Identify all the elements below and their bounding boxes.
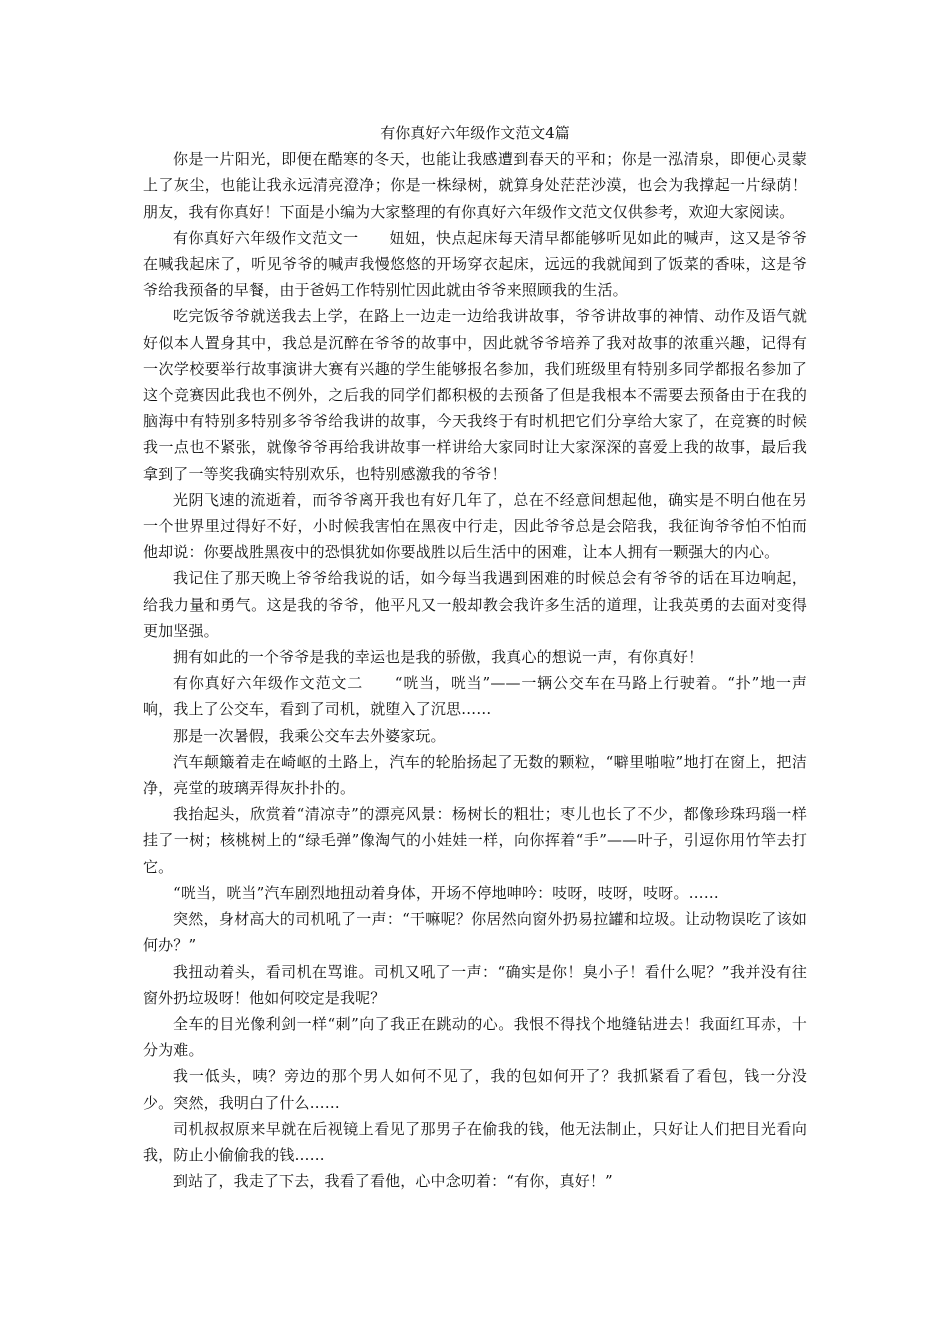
paragraph-bus-sound: “咣当，咣当”汽车剧烈地扭动着身体，开场不停地呻吟：吱呀，吱呀，吱呀。……: [173, 883, 719, 902]
paragraph-realization: 我一低头，咦？旁边的那个男人如何不见了，我的包如何开了？我抓紧看了看包，钱一分没少。突然，我明白了什么……: [143, 1067, 807, 1112]
paragraph-driver-reason: 司机叔叔原来早就在后视镜上看见了那男子在偷我的钱，他无法制止，只好让人们把目光看向我，防止小偷偷我的钱……: [143, 1119, 807, 1164]
paragraph-story-contest: 吃完饭爷爷就送我去上学，在路上一边走一边给我讲故事，爷爷讲故事的神情、动作及语气就好似本人置身其中，我总是沉醉在爷爷的故事中，因此就爷爷培养了我对故事的浓重兴趣，记得有一次学校要举行故事演讲大赛有兴趣的学生能够报名参加，我们班级里有特别多同学都报名参加了这个竞赛因此我也不例外，之后我的同学们都积极的去预备了但是我根本不需要去预备由于在我的脑海中有特别多特别多爷爷给我讲的故事，今天我终于有时机把它们分享给大家了，在竞赛的时候我一点也不紧张，就像爷爷再给我讲故事一样讲给大家同时让大家深深的喜爱上我的故事，最后我拿到了一等奖我确实特别欢乐，也特别感激我的爷爷！: [143, 307, 807, 483]
paragraph-essay-two-opening: 有你真好六年级作文范文二 “咣当，咣当”——一辆公交车在马路上行驶着。“扑”地一声响，我上了公交车，看到了司机，就堕入了沉思……: [143, 674, 807, 719]
document-title: 有你真好六年级作文范文4篇: [380, 124, 570, 142]
paragraph-scenery: 我抬起头，欣赏着“清凉寺”的漂亮风景：杨树长的粗壮；枣儿也长了不少，都像珍珠玛瑙一样挂了一树；核桃树上的“绿毛弹”像淘气的小娃娃一样，向你挥着“手”——叶子，引逗你用竹竿去打它。: [143, 805, 807, 876]
paragraph-essay-two-closing: 到站了，我走了下去，我看了看他，心中念叨着：“有你，真好！”: [173, 1172, 613, 1191]
paragraph-summer-trip: 那是一次暑假，我乘公交车去外婆家玩。: [173, 726, 446, 745]
paragraph-essay-one-opening: 有你真好六年级作文范文一 妞妞，快点起床每天清早都能够听见如此的喊声，这又是爷爷在喊我起床了，听见爷爷的喊声我慢悠悠的开场穿衣起床，远远的我就闻到了饭菜的香味，这是爷爷给我预备的早餐，由于爸妈工作特别忙因此就由爷爷来照顾我的生活。: [143, 228, 807, 300]
paragraph-bumpy-road: 汽车颠簸着走在崎岖的土路上，汽车的轮胎扬起了无数的颗粒，“噼里啪啦”地打在窗上，把洁净，亮堂的玻璃弄得灰扑扑的。: [143, 752, 807, 798]
paragraph-intro: 你是一片阳光，即便在酷寒的冬天，也能让我感遭到春天的平和；你是一泓清泉，即便心灵蒙上了灰尘，也能让我永远清亮澄净；你是一株绿树，就算身处茫茫沙漠，也会为我撑起一片绿荫！朋友，我有你真好！下面是小编为大家整理的有你真好六年级作文范文仅供参考，欢迎大家阅读。: [143, 150, 807, 221]
document-page: [143, 120, 807, 1194]
paragraph-essay-one-closing: 拥有如此的一个爷爷是我的幸运也是我的骄傲，我真心的想说一声，有你真好！: [173, 648, 704, 667]
paragraph-embarrassed: 全车的目光像利剑一样“刺”向了我正在跳动的心。我恨不得找个地缝钻进去！我面红耳赤，十分为难。: [143, 1014, 807, 1060]
paragraph-confusion: 我扭动着头，看司机在骂谁。司机又吼了一声：“确实是你！臭小子！看什么呢？”我并没有往窗外扔垃圾呀！他如何咬定是我呢？: [143, 962, 807, 1007]
paragraph-memory-grandpa: 光阴飞速的流逝着，而爷爷离开我也有好几年了，总在不经意间想起他，确实是不明白他在另一个世界里过得好不好，小时候我害怕在黑夜中行走，因此爷爷总是会陪我，我征询爷爷怕不怕而他却说：你要战胜黑夜中的恐惧犹如你要战胜以后生活中的困难，让本人拥有一颗强大的内心。: [143, 490, 807, 562]
paragraph-driver-shout: 突然，身材高大的司机吼了一声：“干嘛呢？你居然向窗外扔易拉罐和垃圾。让动物误吃了该如何办？”: [143, 910, 807, 955]
paragraph-grandpa-words: 我记住了那天晚上爷爷给我说的话，如今每当我遇到困难的时候总会有爷爷的话在耳边响起，给我力量和勇气。这是我的爷爷，他平凡又一般却教会我许多生活的道理，让我英勇的去面对变得更加坚强。: [143, 569, 807, 640]
